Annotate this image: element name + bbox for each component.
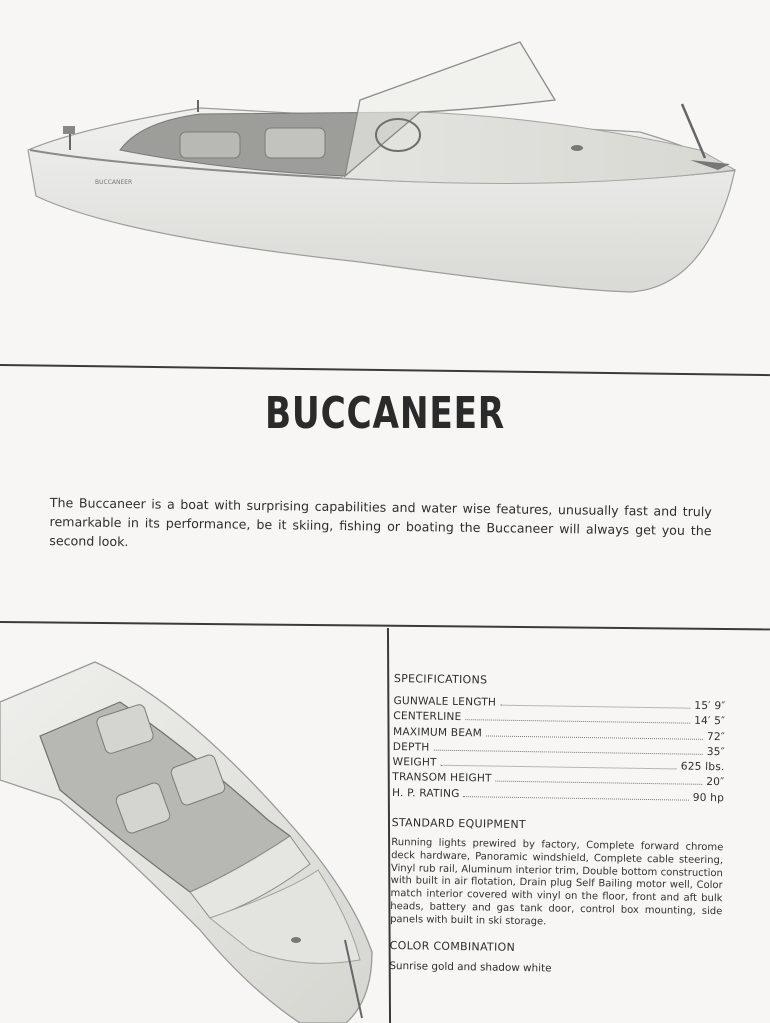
specs-list [392, 695, 726, 807]
spec-value: 20″ [706, 776, 725, 789]
boat-top-photo [0, 640, 386, 1023]
spec-label: GUNWALE LENGTH [393, 694, 497, 709]
boat-side-photo [0, 0, 770, 365]
spec-value: 90 hp [692, 791, 725, 804]
specs-heading: SPECIFICATIONS [393, 672, 488, 687]
spec-value: 35″ [706, 745, 725, 759]
page-title: BUCCANEER [264, 388, 506, 439]
color-heading: COLOR COMBINATION [389, 938, 516, 954]
specs-panel [389, 672, 726, 977]
spec-label: TRANSOM HEIGHT [392, 771, 492, 786]
dot-leader [465, 719, 690, 724]
equipment-text: Running lights prewired by factory, Complete forward chrome deck hardware, Panoramic windshield, Complete cable steering, Vinyl rub rail, Aluminum interior trim, Double bottom construction with built in air flotation, Drain plug Self Bailing motor well, Color match interior covered with vinyl on the floor, front and aft bulk heads, battery and gas tank door, control box mounting, side panels with built in ski storage. [390, 837, 724, 928]
dot-leader [496, 781, 703, 785]
svg-text:BUCCANEER: BUCCANEER [95, 179, 133, 186]
spec-value: 14′ 5″ [694, 715, 726, 728]
dot-leader [433, 750, 702, 755]
spec-label: DEPTH [392, 740, 430, 754]
spec-label: WEIGHT [392, 756, 437, 769]
color-text: Sunrise gold and shadow white [389, 959, 552, 975]
divider-top [0, 364, 770, 376]
spec-label: CENTERLINE [393, 710, 462, 724]
divider-middle [0, 621, 770, 630]
spec-value: 625 lbs. [680, 760, 725, 774]
dot-leader [500, 705, 690, 709]
dot-leader [486, 735, 703, 739]
dot-leader [464, 796, 689, 801]
spec-value: 72″ [706, 730, 726, 743]
dot-leader [441, 765, 677, 770]
spec-value: 15′ 9″ [694, 699, 726, 713]
intro-paragraph: The Buccaneer is a boat with surprising capabilities and water wise features, unusually fast and truly remarkable in its performance, be it skiing, fishing or boating the Buccaneer will always get you the second look. [49, 494, 712, 550]
equipment-heading: STANDARD EQUIPMENT [391, 816, 527, 832]
spec-label: H. P. RATING [392, 786, 460, 800]
spec-label: MAXIMUM BEAM [392, 725, 483, 739]
